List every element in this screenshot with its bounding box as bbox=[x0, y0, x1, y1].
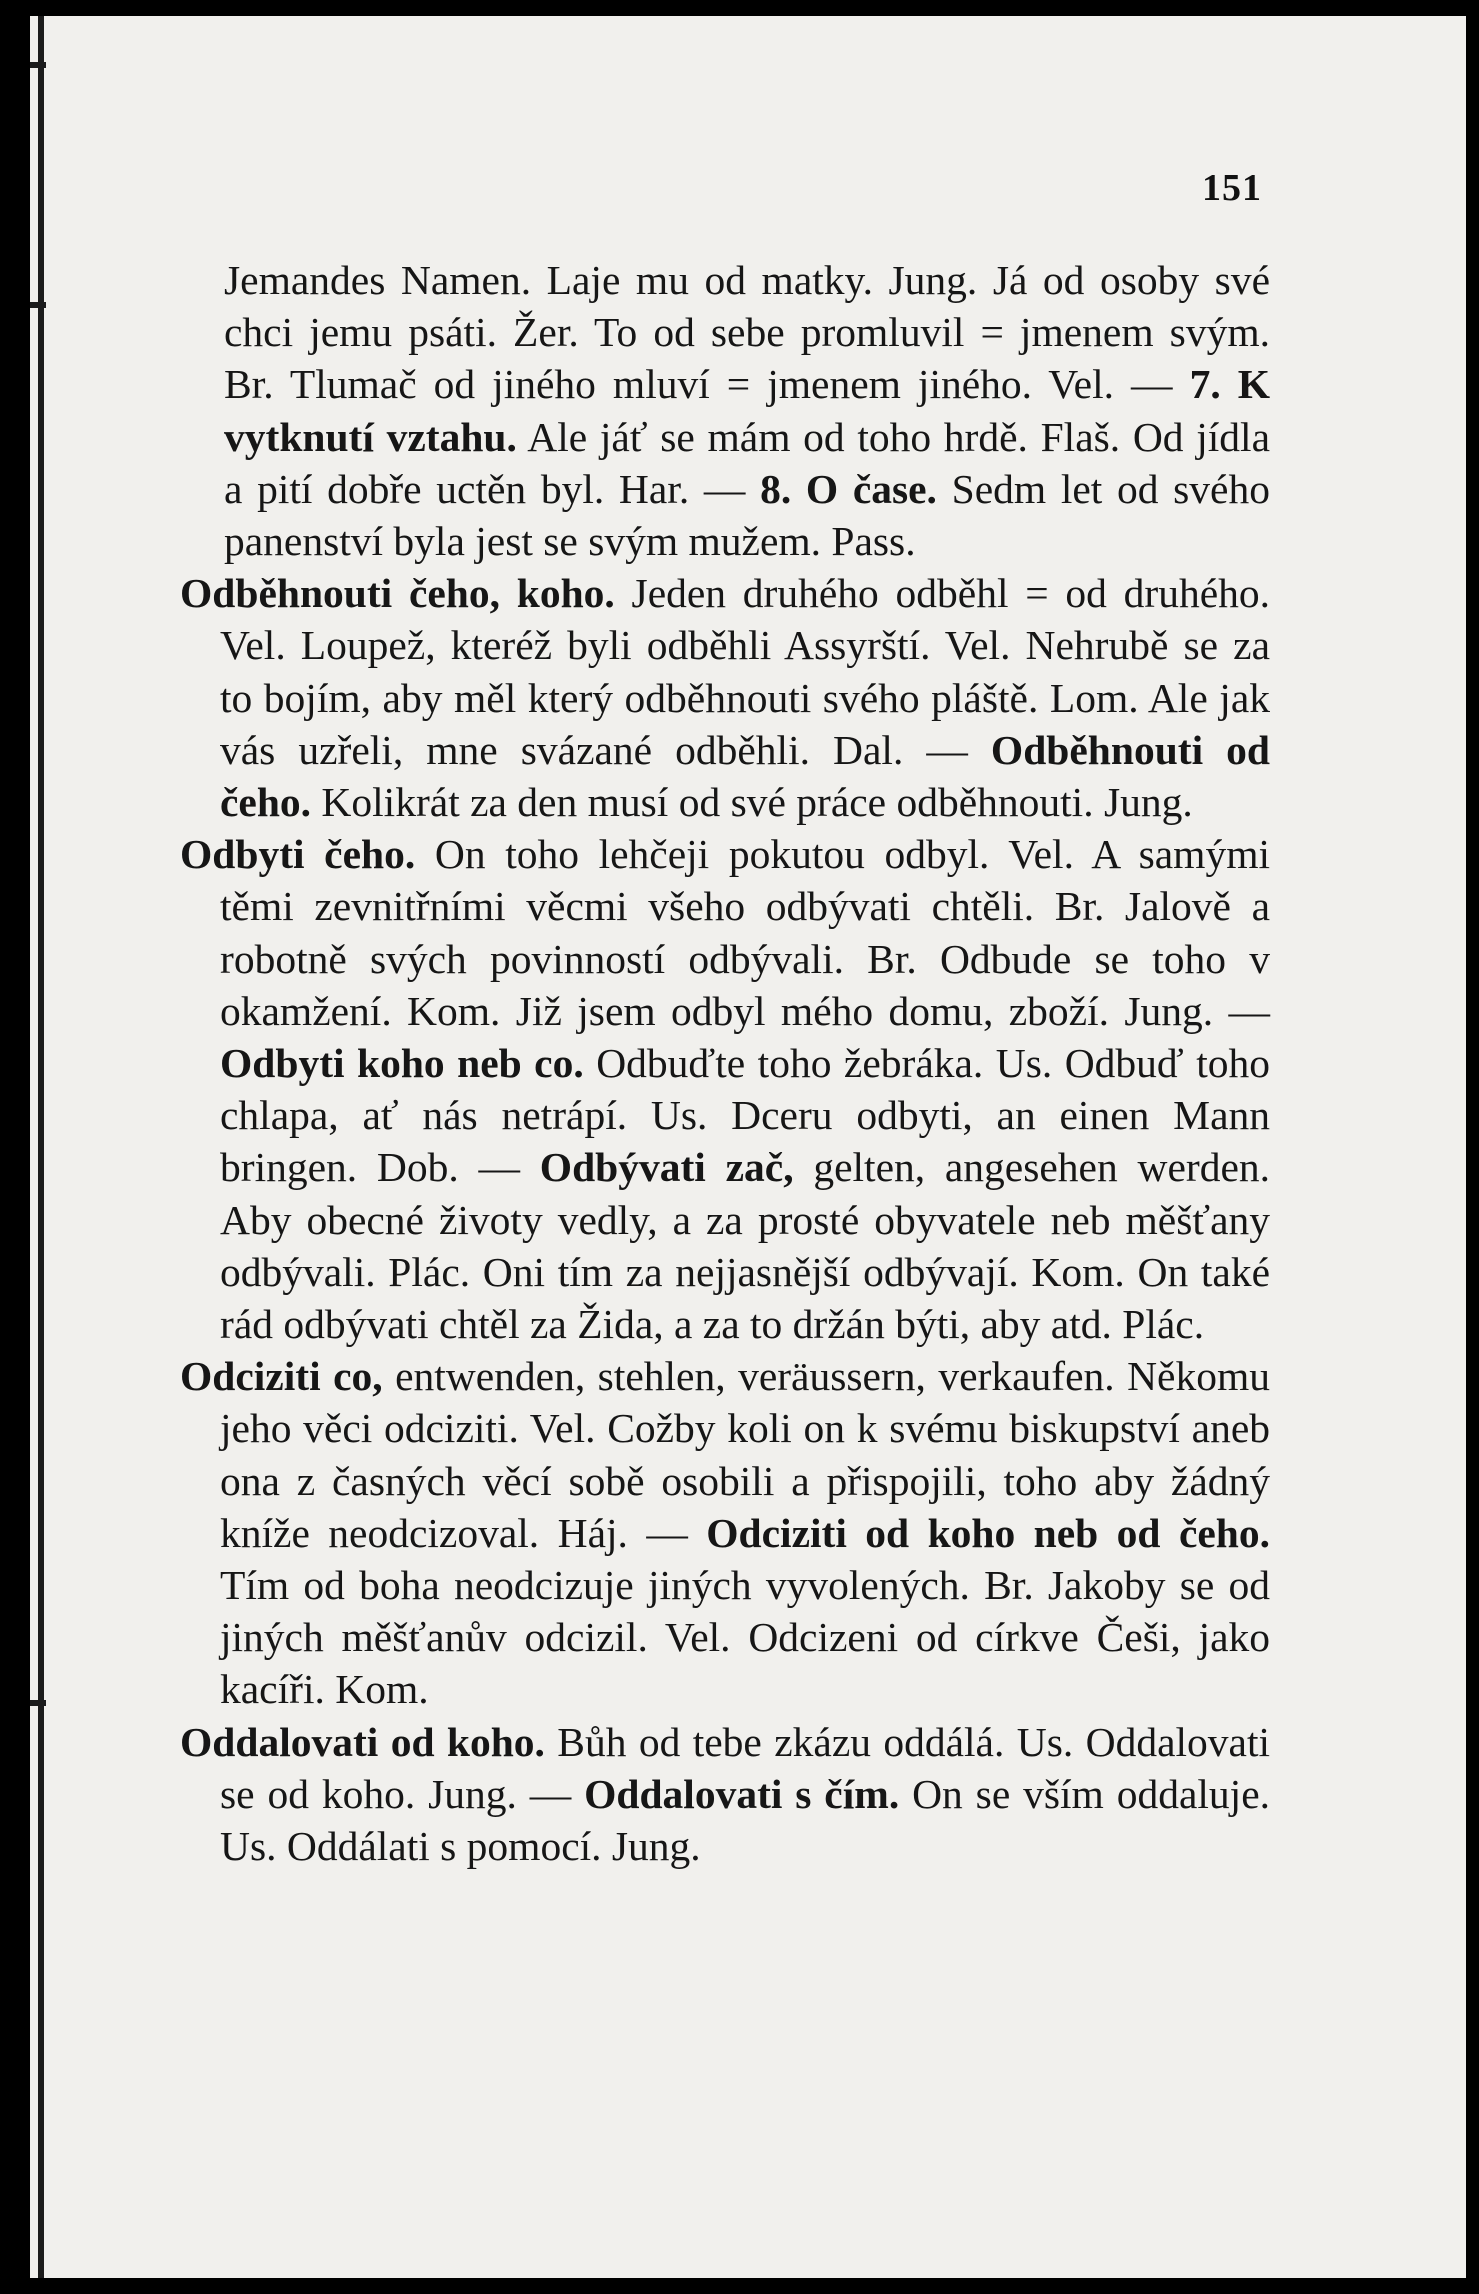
entry-odciziti bbox=[180, 1350, 1270, 1715]
entry-headword: Odciziti co, bbox=[180, 1353, 383, 1400]
entry-subheading: 8. O čase. bbox=[760, 465, 937, 512]
entry-headword: Odbyti čeho. bbox=[180, 831, 416, 878]
entry-odbyti bbox=[180, 828, 1270, 1350]
entry-subheading: Odbývati zač, bbox=[539, 1144, 794, 1191]
entry-headword: Odběhnouti čeho, koho. bbox=[180, 570, 615, 617]
entry-continuation bbox=[180, 254, 1270, 567]
entry-subheading: 7. K vytknutí vztahu. bbox=[224, 361, 1270, 460]
binding-edge bbox=[38, 16, 44, 2278]
entry-text: Kolikrát za den musí od své práce odběhnouti. Jung. bbox=[311, 779, 1193, 826]
entry-text: Sedm let od svého panenství byla jest se svým mužem. Pass. bbox=[224, 465, 1270, 565]
entry-text: Ale jáť se mám od toho hrdě. Flaš. Od jídla a pití dobře uctěn byl. Har. — bbox=[224, 413, 1270, 512]
entry-subheading: Odběhnouti od čeho. bbox=[220, 726, 1270, 826]
entry-text: Bůh od tebe zkázu oddálá. Us. Oddalovati se od koho. Jung. — bbox=[220, 1718, 1270, 1817]
entry-subheading: Odciziti od koho neb od čeho. bbox=[706, 1509, 1270, 1556]
binding-tick bbox=[30, 302, 46, 308]
entry-odbehnouti bbox=[180, 567, 1270, 828]
binding-tick bbox=[30, 62, 46, 68]
entry-text: entwenden, stehlen, veräussern, verkaufen. Někomu jeho věci odciziti. Vel. Cožby koli on k svému biskupství aneb ona z časných věcí sobě osobili a přispojili, toho aby žádný kníže neodcizoval. Háj. — bbox=[220, 1353, 1271, 1556]
entry-text: gelten, angesehen werden. Aby obecné životy vedly, a za prosté obyvatele neb měšťany odbývali. Plác. Oni tím za nejjasnější odbývají. Kom. On také rád odbývati chtěl za Žida, a za to držán býti, aby atd. Plác. bbox=[220, 1144, 1270, 1348]
entry-headword: Oddalovati od koho. bbox=[180, 1718, 545, 1765]
entry-text: Odbuďte toho žebráka. Us. Odbuď toho chlapa, ať nás netrápí. Us. Dceru odbyti, an einen Mann bringen. Dob. — bbox=[220, 1040, 1271, 1191]
page-number: 151 bbox=[1202, 167, 1262, 209]
entry-text: Jeden druhého odběhl = od druhého. Vel. Loupež, kteréž byli odběhli Assyrští. Vel. Nehrubě se za to bojím, aby měl který odběhnouti svého pláště. Lom. Ale jak vás uzřeli, mne svázané odběhli. Dal. — bbox=[220, 570, 1270, 773]
entry-subheading: Oddalovati s čím. bbox=[584, 1770, 900, 1817]
binding-tick bbox=[30, 1700, 46, 1706]
book-page bbox=[30, 16, 1466, 2278]
dictionary-text bbox=[180, 254, 1270, 1872]
entry-text: On toho lehčeji pokutou odbyl. Vel. A samými těmi zevnitřními věcmi všeho odbývati chtěli. Br. Jalově a robotně svých povinností odbývali. Br. Odbude se toho v okamžení. Kom. Již jsem odbyl mého domu, zboží. Jung. — bbox=[220, 831, 1270, 1034]
entry-subheading: Odbyti koho neb co. bbox=[220, 1040, 584, 1087]
entry-text: Jemandes Namen. Laje mu od matky. Jung. Já od osoby své chci jemu psáti. Žer. To od sebe promluvil = jmenem svým. Br. Tlumač od jiného mluví = jmenem jiného. Vel. — bbox=[224, 257, 1270, 408]
entry-oddalovati bbox=[180, 1716, 1270, 1873]
entry-text: Tím od boha neodcizuje jiných vyvolených. Br. Jakoby se od jiných měšťanův odcizil. Vel. Odcizeni od církve Češi, jako kacíři. Kom. bbox=[220, 1562, 1270, 1713]
entry-text: On se vším oddaluje. Us. Oddálati s pomocí. Jung. bbox=[220, 1770, 1270, 1870]
